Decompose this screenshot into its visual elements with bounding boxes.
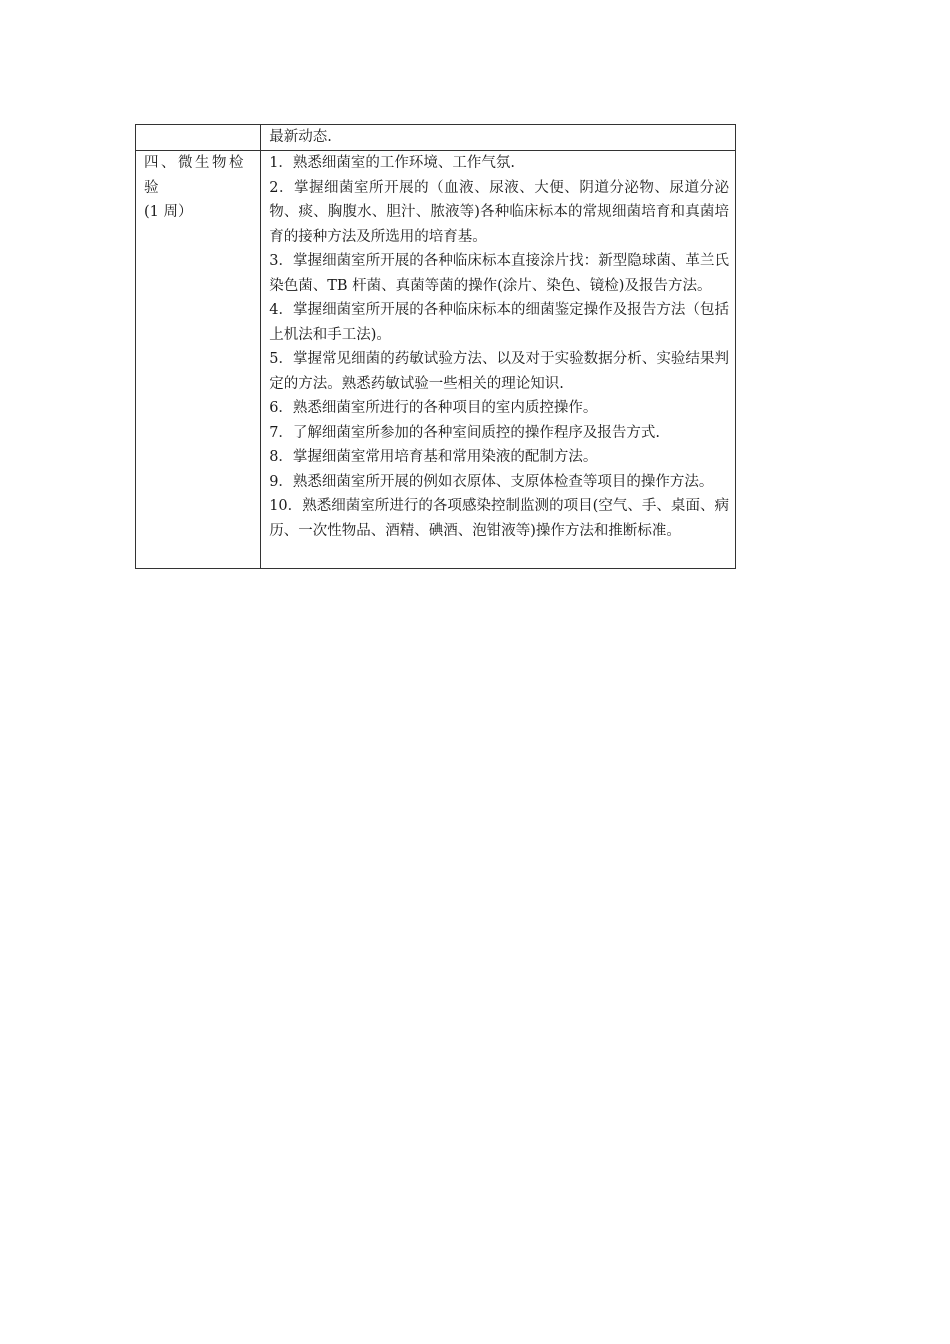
cell-padding: [269, 543, 729, 568]
list-item: 5．掌握常见细菌的药敏试验方法、以及对于实验数据分析、实验结果判定的方法。熟悉药敏试验一些相关的理论知识.: [269, 351, 729, 392]
training-schedule-table: [135, 124, 736, 569]
section-duration: (1 周）: [144, 204, 193, 220]
list-item: 6．熟悉细菌室所进行的各种项目的室内质控操作。: [269, 400, 598, 416]
table-cell-right: 最新动态.: [261, 125, 736, 151]
list-item: 1．熟悉细菌室的工作环境、工作气氛.: [269, 155, 516, 171]
list-item: 7．了解细菌室所参加的各种室间质控的操作程序及报告方式.: [269, 424, 661, 441]
section-cell: [136, 151, 261, 569]
section-content-cell: [261, 151, 736, 569]
list-item: 2．掌握细菌室所开展的（血液、尿液、大便、阴道分泌物、尿道分泌物、痰、胸腹水、胆汁、脓液等)各种临床标本的常规细菌培育和真菌培育的接种方法及所选用的培育基。: [269, 179, 729, 245]
table-row: [136, 151, 736, 569]
section-title: 四、微生物检验: [144, 155, 246, 196]
table-row: [136, 125, 736, 151]
list-item: 4．掌握细菌室所开展的各种临床标本的细菌鉴定操作及报告方法（包括上机法和手工法)。: [269, 302, 729, 343]
list-item: 9．熟悉细菌室所开展的例如衣原体、支原体检查等项目的操作方法。: [269, 473, 714, 490]
list-item: 8．掌握细菌室常用培育基和常用染液的配制方法。: [269, 449, 598, 465]
table-cell-left: [136, 125, 261, 151]
list-item: 10．熟悉细菌室所进行的各项感染控制监测的项目(空气、手、桌面、病历、一次性物品、酒精、碘酒、泡钳液等)操作方法和推断标准。: [269, 498, 729, 539]
list-item: 3．掌握细菌室所开展的各种临床标本直接涂片找：新型隐球菌、革兰氏染色菌、TB 杆菌、真菌等菌的操作(涂片、染色、镜检)及报告方法。: [269, 253, 729, 294]
